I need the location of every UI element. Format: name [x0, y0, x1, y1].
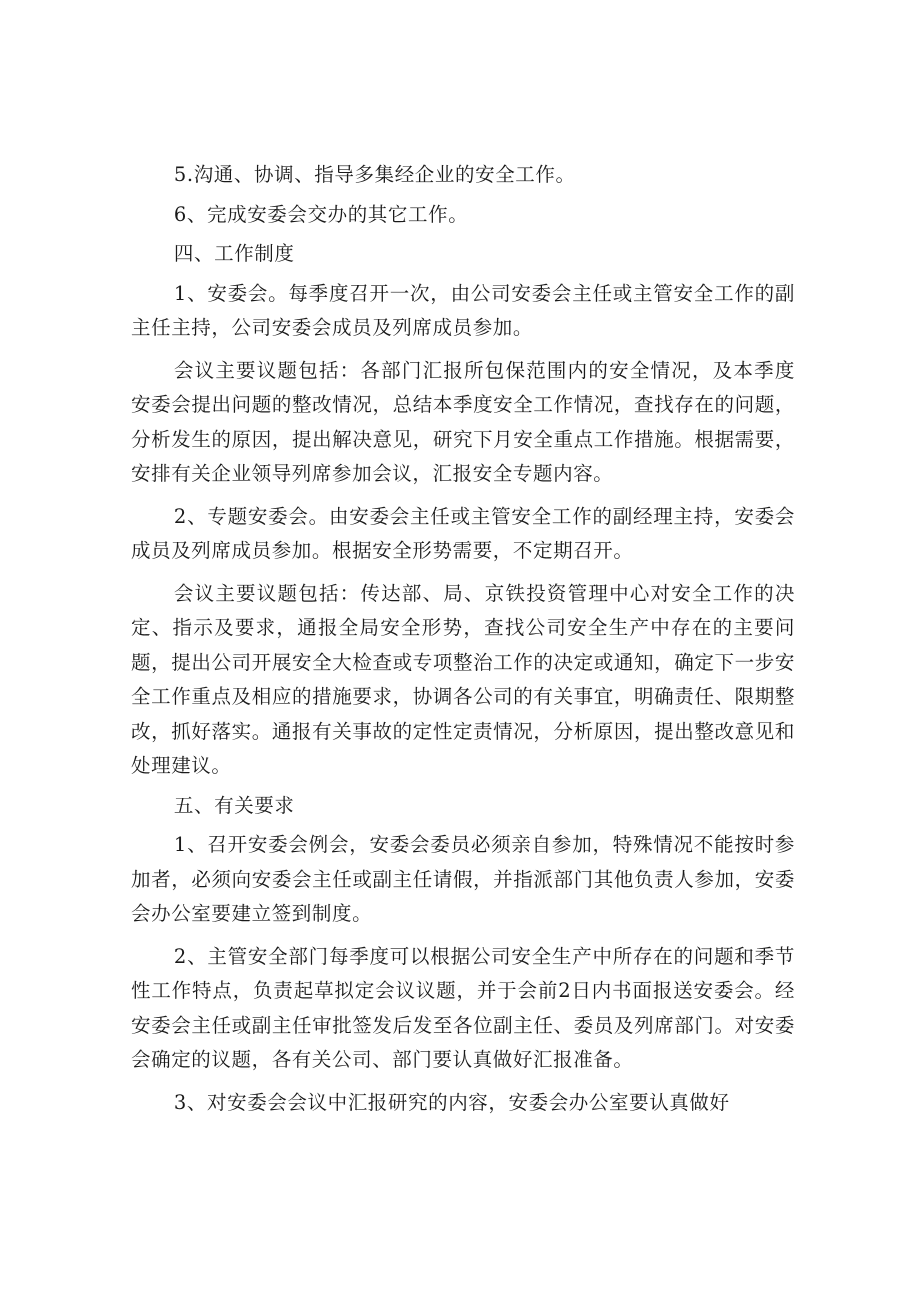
paragraph-requirement-2: 2、主管安全部门每季度可以根据公司安全生产中所存在的问题和季节性工作特点，负责起草拟定会议议题，并于会前2日内书面报送安委会。经安委会主任或副主任审批签发后发至各位副主任、委员及列席部门。对安委会确定的议题，各有关公司、部门要认真做好汇报准备。	[131, 944, 795, 1071]
paragraph-requirement-1: 1、召开安委会例会，安委会委员必须亲自参加，特殊情况不能按时参加者，必须向安委会主任或副主任请假，并指派部门其他负责人参加，安委会办公室要建立签到制度。	[131, 833, 795, 925]
paragraph-special-committee: 2、专题安委会。由安委会主任或主管安全工作的副经理主持，安委会成员及列席成员参加。根据安全形势需要，不定期召开。	[131, 504, 795, 562]
paragraph-meeting-topics-1: 会议主要议题包括：各部门汇报所包保范围内的安全情况，及本季度安委会提出问题的整改情况，总结本季度安全工作情况，查找存在的问题，分析发生的原因，提出解决意见，研究下月安全重点工作措施。根据需要，安排有关企业领导列席参加会议，汇报安全专题内容。	[131, 358, 795, 485]
document-body	[131, 158, 795, 1120]
paragraph-requirement-3: 3、对安委会会议中汇报研究的内容，安委会办公室要认真做好	[173, 1090, 730, 1114]
section-heading-work-system: 四、工作制度	[173, 242, 295, 265]
section-heading-requirements: 五、有关要求	[173, 793, 295, 817]
paragraph-meeting-topics-2: 会议主要议题包括：传达部、局、京铁投资管理中心对安全工作的决定、指示及要求，通报全局安全形势，查找公司安全生产中存在的主要问题，提出公司开展安全大检查或专项整治工作的决定或通知，确定下一步安全工作重点及相应的措施要求，协调各公司的有关事宜，明确责任、限期整改，抓好落实。通报有关事故的定性定责情况，分析原因，提出整改意见和处理建议。	[131, 581, 795, 777]
paragraph-item-6: 6、完成安委会交办的其它工作。	[173, 202, 469, 226]
paragraph-item-5: 5.沟通、协调、指导多集经企业的安全工作。	[173, 163, 576, 186]
paragraph-safety-committee: 1、安委会。每季度召开一次，由公司安委会主任或主管安全工作的副主任主持，公司安委会成员及列席成员参加。	[131, 281, 795, 339]
